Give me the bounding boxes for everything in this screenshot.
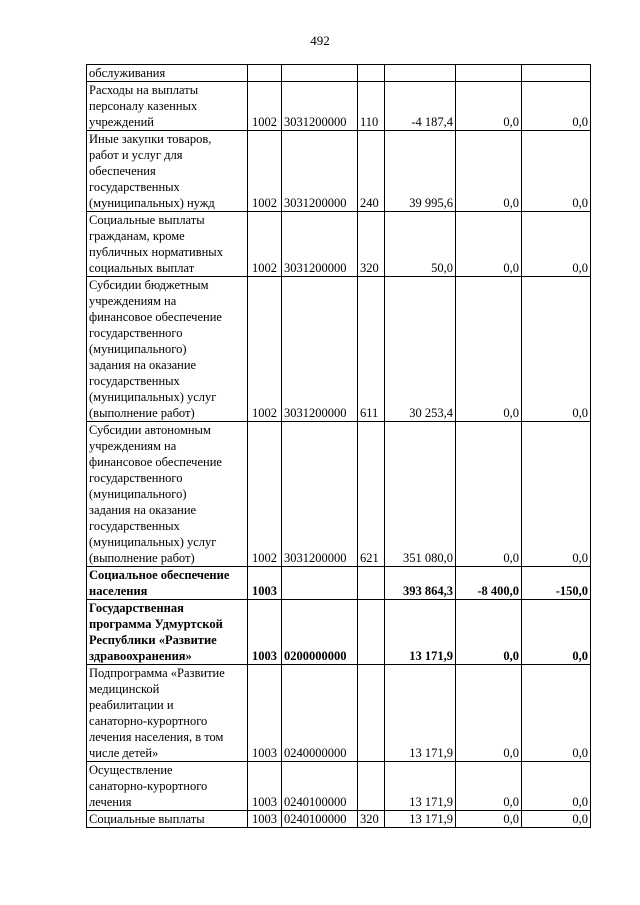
item-name-line: (муниципальных) услуг bbox=[89, 535, 217, 549]
expense-type-cell: 320 bbox=[358, 811, 385, 828]
item-name-line: Подпрограмма «Развитие bbox=[89, 666, 225, 680]
item-name-line: финансовое обеспечение bbox=[89, 455, 222, 469]
target-article-cell: 0240100000 bbox=[282, 811, 358, 828]
item-name-line: (муниципального) bbox=[89, 342, 187, 356]
item-name-line: обеспечения bbox=[89, 164, 156, 178]
change-2-cell: 0,0 bbox=[522, 665, 591, 762]
section-code-cell: 1003 bbox=[248, 665, 282, 762]
table-row bbox=[87, 277, 591, 422]
amount-cell: -4 187,4 bbox=[385, 82, 456, 131]
item-name-line: государственных bbox=[89, 519, 180, 533]
table-row bbox=[87, 567, 591, 600]
table-row bbox=[87, 600, 591, 665]
amount-cell bbox=[385, 65, 456, 82]
item-name-line: учреждениям на bbox=[89, 294, 177, 308]
item-name-line: (выполнение работ) bbox=[89, 406, 195, 420]
item-name-cell bbox=[87, 212, 248, 277]
section-code-cell: 1002 bbox=[248, 422, 282, 567]
item-name-line: Иные закупки товаров, bbox=[89, 132, 212, 146]
item-name-cell bbox=[87, 665, 248, 762]
target-article-cell: 3031200000 bbox=[282, 422, 358, 567]
amount-cell: 351 080,0 bbox=[385, 422, 456, 567]
change-1-cell: 0,0 bbox=[456, 422, 522, 567]
item-name-cell bbox=[87, 82, 248, 131]
item-name-line: Осуществление bbox=[89, 763, 173, 777]
item-name-cell bbox=[87, 600, 248, 665]
target-article-cell: 0200000000 bbox=[282, 600, 358, 665]
item-name-line: Расходы на выплаты bbox=[89, 83, 199, 97]
change-1-cell: 0,0 bbox=[456, 600, 522, 665]
table-row bbox=[87, 131, 591, 212]
table-row bbox=[87, 422, 591, 567]
item-name-line: публичных нормативных bbox=[89, 245, 223, 259]
table-row bbox=[87, 762, 591, 811]
expense-type-cell: 611 bbox=[358, 277, 385, 422]
item-name-line: Субсидии бюджетным bbox=[89, 278, 209, 292]
item-name-cell bbox=[87, 65, 248, 82]
change-2-cell: 0,0 bbox=[522, 811, 591, 828]
change-1-cell: 0,0 bbox=[456, 762, 522, 811]
item-name-cell bbox=[87, 762, 248, 811]
expense-type-cell bbox=[358, 665, 385, 762]
item-name-line: программа Удмуртской bbox=[89, 617, 223, 631]
item-name-line: Республики «Развитие bbox=[89, 633, 217, 647]
amount-cell: 39 995,6 bbox=[385, 131, 456, 212]
item-name-cell bbox=[87, 567, 248, 600]
item-name-line: Социальные выплаты bbox=[89, 812, 205, 826]
item-name-line: государственного bbox=[89, 326, 183, 340]
change-2-cell: 0,0 bbox=[522, 277, 591, 422]
item-name-line: Государственная bbox=[89, 601, 184, 615]
item-name-line: задания на оказание bbox=[89, 503, 197, 517]
item-name-line: Субсидии автономным bbox=[89, 423, 211, 437]
budget-table bbox=[86, 64, 591, 828]
item-name-line: социальных выплат bbox=[89, 261, 195, 275]
expense-type-cell bbox=[358, 762, 385, 811]
item-name-cell bbox=[87, 131, 248, 212]
amount-cell: 50,0 bbox=[385, 212, 456, 277]
item-name-line: (выполнение работ) bbox=[89, 551, 195, 565]
item-name-line: учреждений bbox=[89, 115, 154, 129]
table-row bbox=[87, 665, 591, 762]
item-name-line: населения bbox=[89, 584, 148, 598]
target-article-cell: 3031200000 bbox=[282, 82, 358, 131]
section-code-cell bbox=[248, 65, 282, 82]
change-1-cell bbox=[456, 65, 522, 82]
item-name-line: учреждениям на bbox=[89, 439, 177, 453]
item-name-line: реабилитации и bbox=[89, 698, 174, 712]
section-code-cell: 1002 bbox=[248, 131, 282, 212]
item-name-line: санаторно-курортного bbox=[89, 779, 208, 793]
change-1-cell: 0,0 bbox=[456, 82, 522, 131]
change-2-cell: 0,0 bbox=[522, 600, 591, 665]
item-name-line: лечения населения, в том bbox=[89, 730, 224, 744]
item-name-line: Социальные выплаты bbox=[89, 213, 205, 227]
target-article-cell: 3031200000 bbox=[282, 212, 358, 277]
item-name-line: государственных bbox=[89, 374, 180, 388]
item-name-line: гражданам, кроме bbox=[89, 229, 185, 243]
change-2-cell: 0,0 bbox=[522, 212, 591, 277]
section-code-cell: 1002 bbox=[248, 277, 282, 422]
change-1-cell: 0,0 bbox=[456, 212, 522, 277]
expense-type-cell bbox=[358, 600, 385, 665]
item-name-cell bbox=[87, 277, 248, 422]
section-code-cell: 1002 bbox=[248, 212, 282, 277]
expense-type-cell: 621 bbox=[358, 422, 385, 567]
item-name-line: лечения bbox=[89, 795, 132, 809]
change-2-cell bbox=[522, 65, 591, 82]
amount-cell: 30 253,4 bbox=[385, 277, 456, 422]
amount-cell: 13 171,9 bbox=[385, 600, 456, 665]
change-1-cell: -8 400,0 bbox=[456, 567, 522, 600]
expense-type-cell: 320 bbox=[358, 212, 385, 277]
change-2-cell: 0,0 bbox=[522, 82, 591, 131]
target-article-cell bbox=[282, 65, 358, 82]
item-name-line: Социальное обеспечение bbox=[89, 568, 230, 582]
item-name-line: обслуживания bbox=[89, 66, 166, 80]
section-code-cell: 1003 bbox=[248, 600, 282, 665]
item-name-line: (муниципального) bbox=[89, 487, 187, 501]
target-article-cell: 0240000000 bbox=[282, 665, 358, 762]
change-2-cell: -150,0 bbox=[522, 567, 591, 600]
item-name-line: финансовое обеспечение bbox=[89, 310, 222, 324]
table-row bbox=[87, 65, 591, 82]
section-code-cell: 1003 bbox=[248, 567, 282, 600]
item-name-line: государственных bbox=[89, 180, 180, 194]
table-row bbox=[87, 212, 591, 277]
expense-type-cell bbox=[358, 65, 385, 82]
item-name-cell bbox=[87, 811, 248, 828]
item-name-line: здравоохранения» bbox=[89, 649, 192, 663]
item-name-line: персоналу казенных bbox=[89, 99, 198, 113]
target-article-cell bbox=[282, 567, 358, 600]
expense-type-cell: 240 bbox=[358, 131, 385, 212]
change-2-cell: 0,0 bbox=[522, 762, 591, 811]
item-name-line: санаторно-курортного bbox=[89, 714, 208, 728]
expense-type-cell: 110 bbox=[358, 82, 385, 131]
item-name-line: (муниципальных) услуг bbox=[89, 390, 217, 404]
item-name-line: государственного bbox=[89, 471, 183, 485]
item-name-line: задания на оказание bbox=[89, 358, 197, 372]
table-row bbox=[87, 82, 591, 131]
table-row bbox=[87, 811, 591, 828]
target-article-cell: 0240100000 bbox=[282, 762, 358, 811]
amount-cell: 13 171,9 bbox=[385, 665, 456, 762]
target-article-cell: 3031200000 bbox=[282, 131, 358, 212]
page-number: 492 bbox=[310, 33, 330, 48]
change-1-cell: 0,0 bbox=[456, 131, 522, 212]
item-name-line: (муниципальных) нужд bbox=[89, 196, 215, 210]
change-2-cell: 0,0 bbox=[522, 131, 591, 212]
item-name-cell bbox=[87, 422, 248, 567]
section-code-cell: 1003 bbox=[248, 762, 282, 811]
item-name-line: медицинской bbox=[89, 682, 160, 696]
target-article-cell: 3031200000 bbox=[282, 277, 358, 422]
change-2-cell: 0,0 bbox=[522, 422, 591, 567]
change-1-cell: 0,0 bbox=[456, 811, 522, 828]
amount-cell: 393 864,3 bbox=[385, 567, 456, 600]
item-name-line: работ и услуг для bbox=[89, 148, 183, 162]
item-name-line: числе детей» bbox=[89, 746, 159, 760]
change-1-cell: 0,0 bbox=[456, 277, 522, 422]
section-code-cell: 1002 bbox=[248, 82, 282, 131]
section-code-cell: 1003 bbox=[248, 811, 282, 828]
expense-type-cell bbox=[358, 567, 385, 600]
amount-cell: 13 171,9 bbox=[385, 811, 456, 828]
amount-cell: 13 171,9 bbox=[385, 762, 456, 811]
change-1-cell: 0,0 bbox=[456, 665, 522, 762]
